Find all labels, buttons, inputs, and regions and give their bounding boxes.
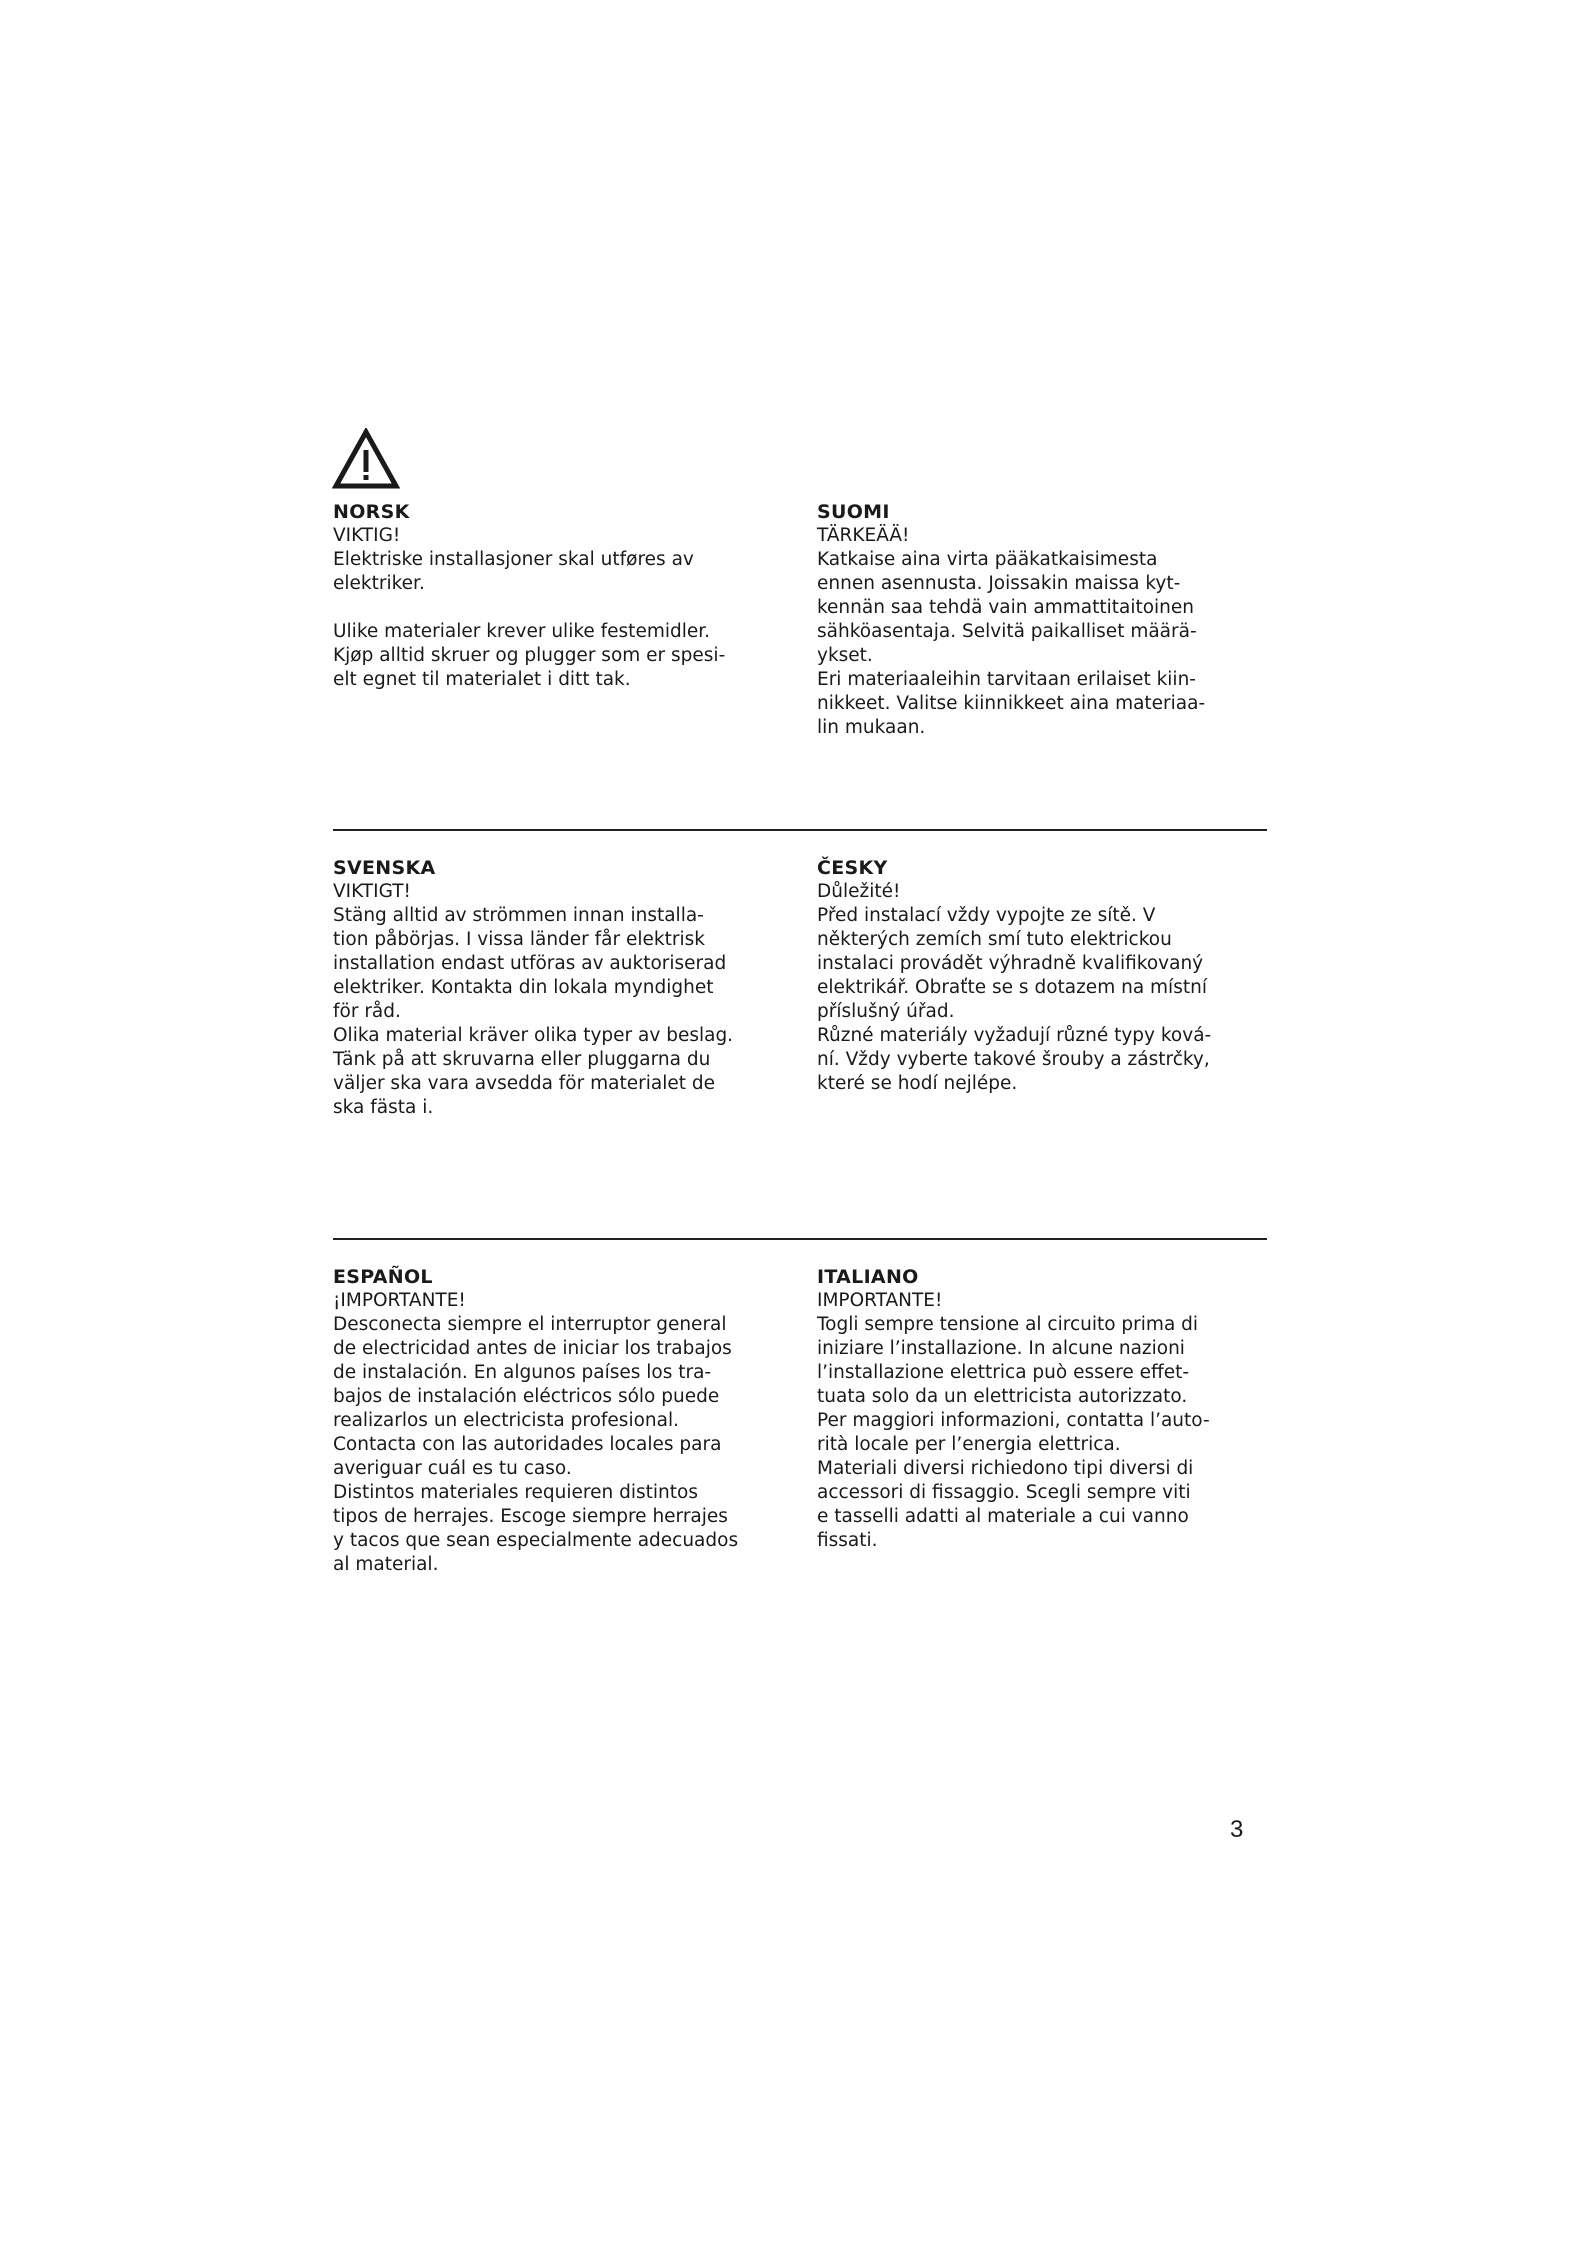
text-line: väljer ska vara avsedda för materialet de xyxy=(333,1073,715,1094)
text-line: tion påbörjas. I vissa länder får elektrisk xyxy=(333,929,705,950)
section-subheading: Důležité! xyxy=(817,881,901,902)
text-line: Katkaise aina virta pääkatkaisimesta xyxy=(817,549,1158,570)
text-line: Eri materiaaleihin tarvitaan erilaiset kiin- xyxy=(817,669,1196,690)
text-line: Distintos materiales requieren distintos xyxy=(333,1482,698,1503)
text-line: Materiali diversi richiedono tipi diversi di xyxy=(817,1458,1194,1479)
text-line: elektrikář. Obraťte se s dotazem na místní xyxy=(817,977,1207,998)
text-line: iniziare l’installazione. In alcune nazioni xyxy=(817,1338,1185,1359)
section-subheading: ¡IMPORTANTE! xyxy=(333,1290,466,1311)
section-svenska xyxy=(333,856,783,1120)
text-line: Contacta con las autoridades locales para xyxy=(333,1434,722,1455)
text-line: l’installazione elettrica può essere effet- xyxy=(817,1362,1190,1383)
text-line: nikkeet. Valitse kiinnikkeet aina materiaa- xyxy=(817,693,1206,714)
page-number: 3 xyxy=(1230,1816,1244,1843)
section-suomi xyxy=(817,500,1267,740)
text-line: některých zemích smí tuto elektrickou xyxy=(817,929,1172,950)
section-italiano xyxy=(817,1265,1267,1553)
text-line: Před instalací vždy vypojte ze sítě. V xyxy=(817,905,1156,926)
text-line: för råd. xyxy=(333,1001,401,1022)
text-line: fissati. xyxy=(817,1530,878,1551)
text-line: elt egnet til materialet i ditt tak. xyxy=(333,669,631,690)
text-line: de electricidad antes de iniciar los trabajos xyxy=(333,1338,732,1359)
text-line: Ulike materialer krever ulike festemidler. xyxy=(333,621,711,642)
text-line: Elektriske installasjoner skal utføres av xyxy=(333,549,694,570)
text-line: Olika material kräver olika typer av beslag. xyxy=(333,1025,734,1046)
section-heading: SVENSKA xyxy=(333,857,436,879)
text-line: y tacos que sean especialmente adecuados xyxy=(333,1530,739,1551)
text-line: příslušný úřad. xyxy=(817,1001,955,1022)
section-subheading: IMPORTANTE! xyxy=(817,1290,943,1311)
text-line: Togli sempre tensione al circuito prima di xyxy=(817,1314,1199,1335)
text-line: ska fästa i. xyxy=(333,1097,434,1118)
section-divider xyxy=(333,829,1267,831)
text-line: Kjøp alltid skruer og plugger som er spesi- xyxy=(333,645,726,666)
section-norsk xyxy=(333,500,783,692)
section-espanol xyxy=(333,1265,783,1577)
text-line: lin mukaan. xyxy=(817,717,926,738)
section-divider xyxy=(333,1238,1267,1240)
text-line: rità locale per l’energia elettrica. xyxy=(817,1434,1121,1455)
text-line: elektriker. Kontakta din lokala myndighet xyxy=(333,977,714,998)
section-subheading: VIKTIGT! xyxy=(333,881,411,902)
text-line: tuata solo da un elettricista autorizzato. xyxy=(817,1386,1188,1407)
text-line: tipos de herrajes. Escoge siempre herrajes xyxy=(333,1506,728,1527)
text-line: Různé materiály vyžadují různé typy ková- xyxy=(817,1025,1212,1046)
text-line: de instalación. En algunos países los tra- xyxy=(333,1362,712,1383)
text-line: Per maggiori informazioni, contatta l’auto- xyxy=(817,1410,1210,1431)
section-heading: SUOMI xyxy=(817,501,890,523)
text-line: averiguar cuál es tu caso. xyxy=(333,1458,572,1479)
text-line: realizarlos un electricista profesional. xyxy=(333,1410,679,1431)
text-line: kennän saa tehdä vain ammattitaitoinen xyxy=(817,597,1195,618)
text-line: ní. Vždy vyberte takové šrouby a zástrčky, xyxy=(817,1049,1210,1070)
text-line: installation endast utföras av auktoriserad xyxy=(333,953,727,974)
text-line: Tänk på att skruvarna eller pluggarna du xyxy=(333,1049,711,1070)
section-subheading: VIKTIG! xyxy=(333,525,401,546)
text-line: Stäng alltid av strömmen innan installa- xyxy=(333,905,704,926)
section-heading: NORSK xyxy=(333,501,410,523)
text-line: al material. xyxy=(333,1554,439,1575)
text-line: sähköasentaja. Selvitä paikalliset määrä- xyxy=(817,621,1197,642)
warning-triangle-icon xyxy=(332,428,400,490)
text-line: e tasselli adatti al materiale a cui vanno xyxy=(817,1506,1189,1527)
text-line: ennen asennusta. Joissakin maissa kyt- xyxy=(817,573,1181,594)
text-line: které se hodí nejlépe. xyxy=(817,1073,1018,1094)
text-line: elektriker. xyxy=(333,573,425,594)
section-heading: ITALIANO xyxy=(817,1266,919,1288)
text-line: accessori di fissaggio. Scegli sempre viti xyxy=(817,1482,1191,1503)
section-cesky xyxy=(817,856,1267,1096)
section-subheading: TÄRKEÄÄ! xyxy=(817,525,910,546)
section-heading: ČESKY xyxy=(817,857,888,879)
text-line: bajos de instalación eléctricos sólo puede xyxy=(333,1386,720,1407)
paragraph-gap xyxy=(333,596,783,620)
text-line: instalaci provádět výhradně kvalifikovaný xyxy=(817,953,1204,974)
text-line: Desconecta siempre el interruptor general xyxy=(333,1314,727,1335)
section-heading: ESPAÑOL xyxy=(333,1266,433,1288)
text-line: ykset. xyxy=(817,645,873,666)
